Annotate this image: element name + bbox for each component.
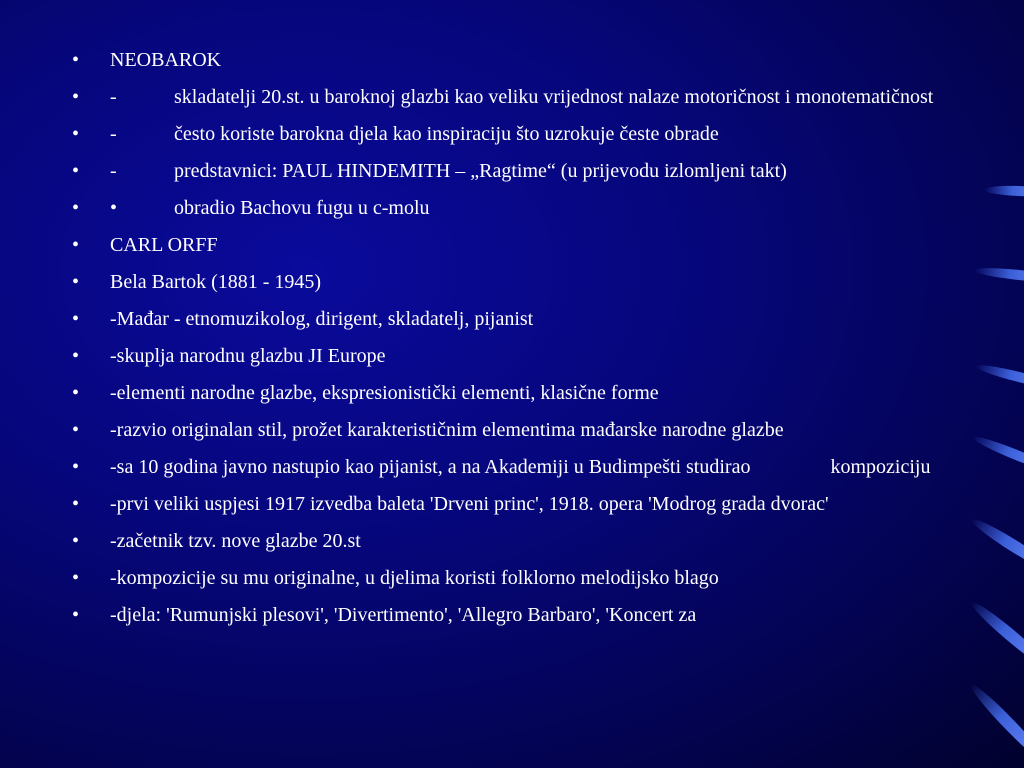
list-item — [0, 529, 940, 554]
list-item — [0, 566, 940, 591]
bullet-list — [0, 48, 940, 628]
list-item — [0, 344, 940, 369]
bullet-icon: • — [72, 567, 80, 589]
list-item — [0, 233, 940, 258]
list-item-text: -djela: 'Rumunjski plesovi', 'Divertimento', 'Allegro Barbaro', 'Koncert za — [110, 604, 697, 626]
list-item-prefix: - — [110, 160, 117, 182]
bullet-icon: • — [72, 160, 80, 182]
list-item — [0, 196, 940, 221]
bullet-icon: • — [72, 234, 80, 256]
bullet-icon: • — [72, 604, 80, 626]
decor-swoosh — [966, 680, 1024, 767]
bullet-icon: • — [72, 49, 80, 71]
list-item-prefix: • — [110, 197, 118, 219]
list-item-text: -Mađar - etnomuzikolog, dirigent, skladatelj, pijanist — [110, 308, 534, 330]
list-item — [0, 85, 940, 110]
list-item — [0, 603, 940, 628]
list-item-text: -začetnik tzv. nove glazbe 20.st — [110, 530, 361, 552]
list-item — [0, 122, 940, 147]
bullet-icon: • — [72, 382, 80, 404]
decor-swoosh — [984, 185, 1024, 197]
list-item-text: često koriste barokna djela kao inspiraciju što uzrokuje česte obrade — [174, 123, 719, 145]
bullet-icon: • — [72, 345, 80, 367]
list-item-prefix: - — [110, 86, 117, 108]
list-item — [0, 307, 940, 332]
bullet-icon: • — [72, 530, 80, 552]
list-item-text: skladatelji 20.st. u baroknoj glazbi kao veliku vrijednost nalaze motoričnost i monotematičnost — [174, 86, 934, 108]
bullet-icon: • — [72, 123, 80, 145]
decor-swoosh — [967, 598, 1024, 675]
bullet-icon: • — [72, 86, 80, 108]
list-item-tail: kompoziciju — [830, 456, 931, 478]
list-item-text: CARL ORFF — [110, 234, 218, 256]
list-item — [0, 48, 940, 73]
list-item-text: -razvio originalan stil, prožet karakterističnim elementima mađarske narodne glazbe — [110, 419, 784, 441]
decor-swoosh — [974, 265, 1024, 284]
bullet-icon: • — [72, 493, 80, 515]
list-item-text: -kompozicije su mu originalne, u djelima koristi folklorno melodijsko blago — [110, 567, 719, 589]
list-item — [0, 270, 940, 295]
list-item — [0, 418, 940, 443]
list-item-text: NEOBAROK — [110, 49, 222, 71]
list-item — [0, 381, 940, 406]
list-item — [0, 159, 940, 184]
bullet-icon: • — [72, 197, 80, 219]
bullet-icon: • — [72, 456, 80, 478]
list-item — [0, 492, 940, 517]
list-item — [0, 455, 940, 480]
list-item-text: -sa 10 godina javno nastupio kao pijanist, a na Akademiji u Budimpešti studirao — [110, 456, 751, 478]
list-item-prefix: - — [110, 123, 117, 145]
slide-body — [0, 48, 940, 640]
list-item-text: predstavnici: PAUL HINDEMITH – „Ragtime“ (u prijevodu izlomljeni takt) — [174, 160, 787, 182]
list-item-text: obradio Bachovu fugu u c-molu — [174, 197, 430, 219]
list-item-text: -elementi narodne glazbe, ekspresionistički elementi, klasične forme — [110, 382, 659, 404]
bullet-icon: • — [72, 419, 80, 441]
list-item-text: Bela Bartok (1881 - 1945) — [110, 271, 322, 293]
list-item-text: -prvi veliki uspjesi 1917 izvedba baleta 'Drveni princ', 1918. opera 'Modrog grada dvorac' — [110, 493, 829, 515]
decor-swoosh — [971, 433, 1024, 478]
decor-swoosh — [968, 514, 1024, 577]
decor-swoosh — [974, 361, 1024, 392]
bullet-icon: • — [72, 308, 80, 330]
list-item-text: -skuplja narodnu glazbu JI Europe — [110, 345, 386, 367]
bullet-icon: • — [72, 271, 80, 293]
